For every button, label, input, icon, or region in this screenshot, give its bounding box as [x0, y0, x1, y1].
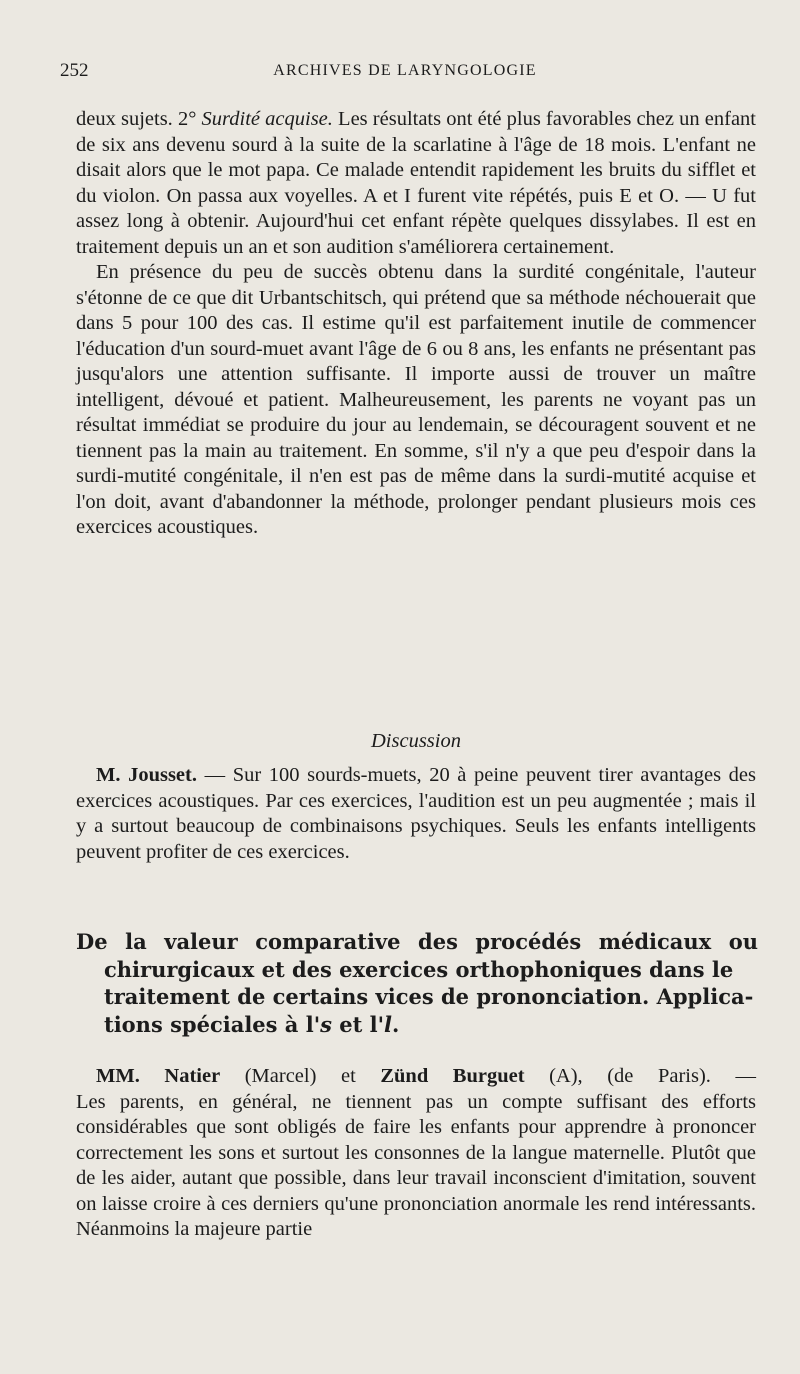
running-head: ARCHIVES DE LARYNGOLOGIE	[273, 62, 537, 79]
paragraph-natier	[76, 1064, 756, 1243]
author-given: (Marcel) et	[220, 1065, 381, 1087]
para1-text: Les résultats ont été plus favorables chez un enfant de six ans devenu sourd à la suite de la scarlatine à l'âge de 18 mois. L'enfant ne disait alors que le mot papa. Ce malade entendit rapidement les bruits du sifflet et du violon. On passa aux voyelles. A et I furent vite répétés, puis E et O. — U fut assez long à obtenir. Aujourd'hui cet enfant répète quelques dissylabes. Il est en traitement depuis un an et son audition s'améliorera certainement.	[76, 108, 757, 258]
author-name: Natier	[164, 1065, 221, 1087]
title-fragment: .	[392, 1011, 400, 1037]
paragraph-jousset	[76, 763, 756, 865]
article-title-line	[76, 1011, 758, 1039]
page-number: 252	[60, 60, 89, 81]
paragraph-surdite-acquise	[76, 107, 756, 541]
article-title-line: traitement de certains vices de prononciation. Applica-	[104, 984, 754, 1009]
discussion-heading: Discussion	[371, 730, 461, 752]
para1-lead: deux sujets. 2°	[76, 108, 202, 130]
title-fragment: tions spéciales à l'	[104, 1011, 321, 1037]
paragraph-congenitale: En présence du peu de succès obtenu dans la surdité congénitale, l'auteur s'étonne de ce que dit Urbantschitsch, qui prétend que sa méthode néchouerait que dans 5 pour 100 des cas. Il estime qu'il est parfaitement inutile de commencer l'éducation d'un sourd-muet avant l'âge de 6 ou 8 ans, les enfants ne présentant pas jusqu'alors une attention suffisante. Il importe aussi de trouver un maître intelligent, dévoué et patient. Malheureusement, les parents ne voyant pas un résultat immédiat se produire du jour au lendemain, se découragent souvent et ne tiennent pas la main au traitement. En somme, s'il n'y a que peu d'espoir dans la surdi-mutité congénitale, il n'en est pas de même dans la surdi-mutité acquise et l'on doit, avant d'abandonner la méthode, prolonger pendant plusieurs mois ces exercices acoustiques.	[76, 261, 756, 538]
article-title	[76, 928, 758, 1038]
title-fragment: et l'	[331, 1011, 385, 1037]
title-italic-letter: s	[320, 1011, 332, 1037]
para1-italic-term: Surdité acquise.	[201, 108, 333, 130]
page-header	[60, 60, 750, 86]
author-name: Zünd Burguet	[380, 1065, 525, 1087]
author-given: (A), (de Paris). —	[524, 1065, 756, 1087]
article-title-line: De la valeur comparative des procédés médicaux ou	[76, 929, 758, 954]
speaker-name: M. Jousset.	[96, 764, 197, 786]
article-title-line: chirurgicaux et des exercices orthophoniques dans le	[104, 956, 734, 982]
authors-prefix: MM.	[96, 1065, 165, 1087]
authors-line	[76, 1064, 756, 1090]
title-italic-letter: l	[384, 1011, 393, 1037]
jousset-text: — Sur 100 sourds-muets, 20 à peine peuvent tirer avantages des exercices acoustiques. Par ces exercices, l'audition est un peu augmentée ; mais il y a surtout beaucoup de combinaisons psychiques. Seuls les enfants intelligents peuvent profiter de ces exercices.	[76, 764, 756, 863]
natier-text: Les parents, en général, ne tiennent pas un compte suffisant des efforts considérables que sont obligés de faire les enfants pour apprendre à prononcer correctement les sons et surtout les consonnes de la langue maternelle. Plutôt que de les aider, autant que possible, dans leur travail inconscient d'imitation, souvent on laisse croire à ces derniers qu'une prononciation anormale les rend intéressants. Néanmoins la majeure partie	[76, 1090, 756, 1240]
